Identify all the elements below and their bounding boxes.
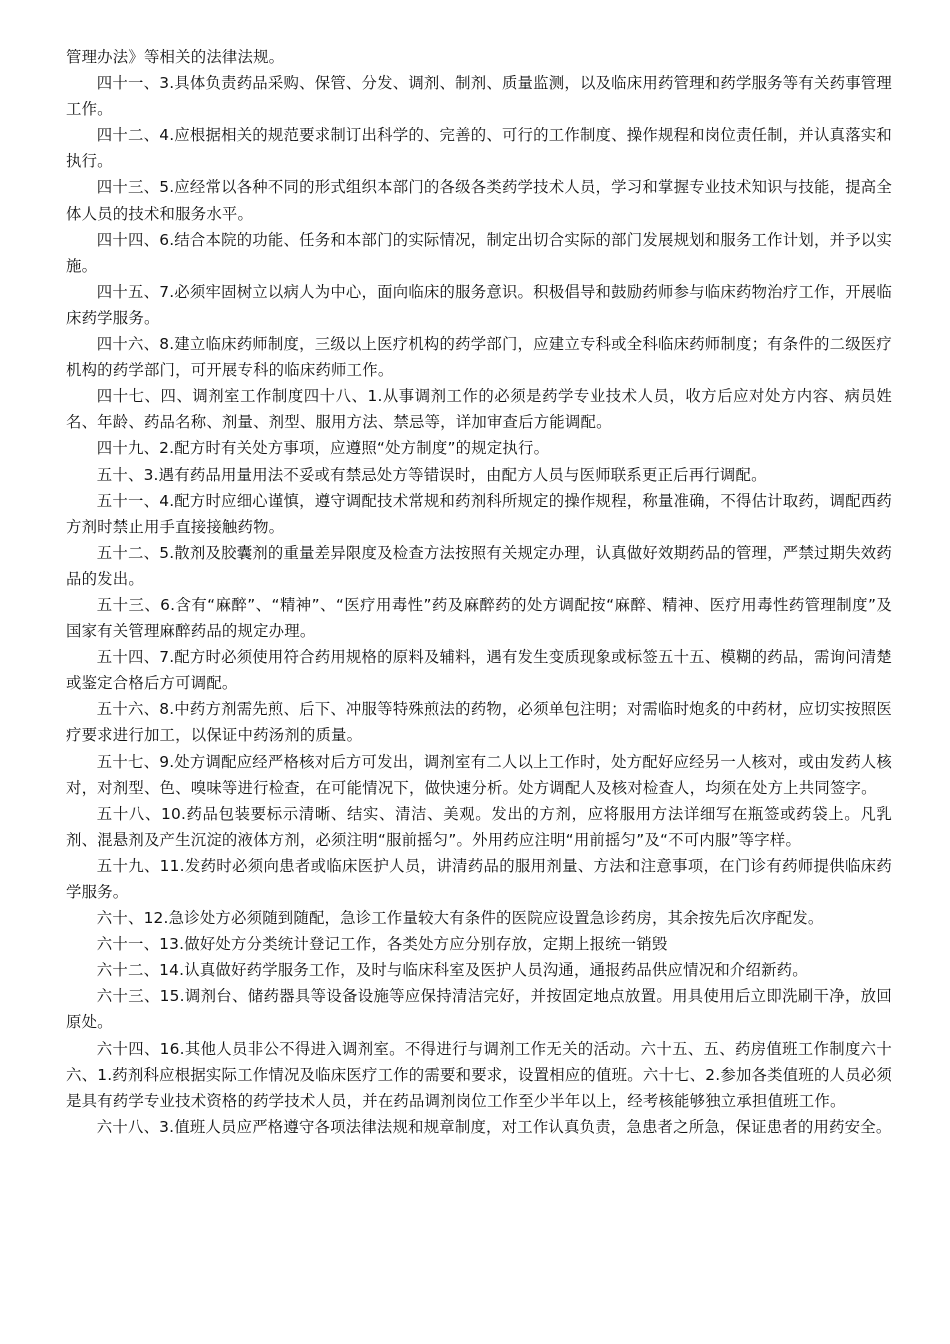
paragraph-43: 四十三、5.应经常以各种不同的形式组织本部门的各级各类药学技术人员，学习和掌握专业技术知识与技能，提高全体人员的技术和服务水平。 (66, 178, 892, 223)
paragraph-49: 四十九、2.配方时有关处方事项，应遵照“处方制度”的规定执行。 (96, 439, 550, 458)
paragraph-64: 六十四、16.其他人员非公不得进入调剂室。不得进行与调剂工作无关的活动。六十五、五、药房值班工作制度六十六、1.药剂科应根据实际工作情况及临床医疗工作的需要和要求，设置相应的值班。六十七、2.参加各类值班的人员必须是具有药学专业技术资格的药学技术人员，并在药品调剂岗位工作至少半年以上，经考核能够独立承担值班工作。 (66, 1039, 892, 1110)
paragraph-57: 五十七、9.处方调配应经严格核对后方可发出，调剂室有二人以上工作时，处方配好应经另一人核对，或由发药人核对，对剂型、色、嗅味等进行检查，在可能情况下，做快速分析。处方调配人及核对检查人，均须在处方上共同签字。 (66, 752, 892, 797)
paragraph-63: 六十三、15.调剂台、储药器具等设备设施等应保持清洁完好，并按固定地点放置。用具使用后立即洗刷干净，放回原处。 (66, 987, 892, 1032)
paragraph-56: 五十六、8.中药方剂需先煎、后下、冲服等特殊煎法的药物，必须单包注明；对需临时炮炙的中药材，应切实按照医疗要求进行加工，以保证中药汤剂的质量。 (66, 700, 892, 745)
paragraph-44: 四十四、6.结合本院的功能、任务和本部门的实际情况，制定出切合实际的部门发展规划和服务工作计划，并予以实施。 (66, 230, 892, 275)
document-page (66, 44, 892, 1140)
paragraph-53: 五十三、6.含有“麻醉”、“精神”、“医疗用毒性”药及麻醉药的处方调配按“麻醉、精神、医疗用毒性药管理制度”及国家有关管理麻醉药品的规定办理。 (66, 595, 892, 641)
paragraph-47: 四十七、四、调剂室工作制度四十八、1.从事调剂工作的必须是药学专业技术人员，收方后应对处方内容、病员姓名、年龄、药品名称、剂量、剂型、服用方法、禁忌等，详加审查后方能调配。 (66, 387, 892, 432)
paragraph-50: 五十、3.遇有药品用量用法不妥或有禁忌处方等错误时，由配方人员与医师联系更正后再行调配。 (96, 465, 767, 484)
paragraph-62: 六十二、14.认真做好药学服务工作，及时与临床科室及医护人员沟通，通报药品供应情况和介绍新药。 (96, 961, 808, 980)
paragraph-60: 六十、12.急诊处方必须随到随配，急诊工作量较大有条件的医院应设置急诊药房，其余按先后次序配发。 (96, 909, 824, 928)
paragraph-68: 六十八、3.值班人员应严格遵守各项法律法规和规章制度，对工作认真负责，急患者之所急，保证患者的用药安全。 (96, 1117, 892, 1136)
paragraph-41: 四十一、3.具体负责药品采购、保管、分发、调剂、制剂、质量监测，以及临床用药管理和药学服务等有关药事管理工作。 (66, 74, 892, 119)
paragraph-46: 四十六、8.建立临床药师制度，三级以上医疗机构的药学部门，应建立专科或全科临床药师制度；有条件的二级医疗机构的药学部门，可开展专科的临床药师工作。 (66, 335, 892, 380)
paragraph-42: 四十二、4.应根据相关的规范要求制订出科学的、完善的、可行的工作制度、操作规程和岗位责任制，并认真落实和执行。 (66, 126, 892, 171)
paragraph-59: 五十九、11.发药时必须向患者或临床医护人员，讲清药品的服用剂量、方法和注意事项，在门诊有药师提供临床药学服务。 (66, 856, 892, 901)
paragraph-54: 五十四、7.配方时必须使用符合药用规格的原料及辅料，遇有发生变质现象或标签五十五、模糊的药品，需询问清楚或鉴定合格后方可调配。 (66, 648, 892, 693)
paragraph-52: 五十二、5.散剂及胶囊剂的重量差异限度及检查方法按照有关规定办理，认真做好效期药品的管理，严禁过期失效药品的发出。 (66, 543, 892, 588)
paragraph-51: 五十一、4.配方时应细心谨慎，遵守调配技术常规和药剂科所规定的操作规程，称量准确，不得估计取药，调配西药方剂时禁止用手直接接触药物。 (66, 491, 892, 536)
paragraph-61: 六十一、13.做好处方分类统计登记工作，各类处方应分别存放，定期上报统一销毁 (96, 935, 668, 954)
paragraph-45: 四十五、7.必须牢固树立以病人为中心，面向临床的服务意识。积极倡导和鼓励药师参与临床药物治疗工作，开展临床药学服务。 (66, 282, 892, 327)
paragraph-58: 五十八、10.药品包装要标示清晰、结实、清洁、美观。发出的方剂，应将服用方法详细写在瓶签或药袋上。凡乳剂、混悬剂及产生沉淀的液体方剂，必须注明“服前摇匀”。外用药应注明“用前摇匀”及“不可内服”等字样。 (66, 804, 892, 849)
paragraph-law-reference: 管理办法》等相关的法律法规。 (66, 48, 285, 66)
